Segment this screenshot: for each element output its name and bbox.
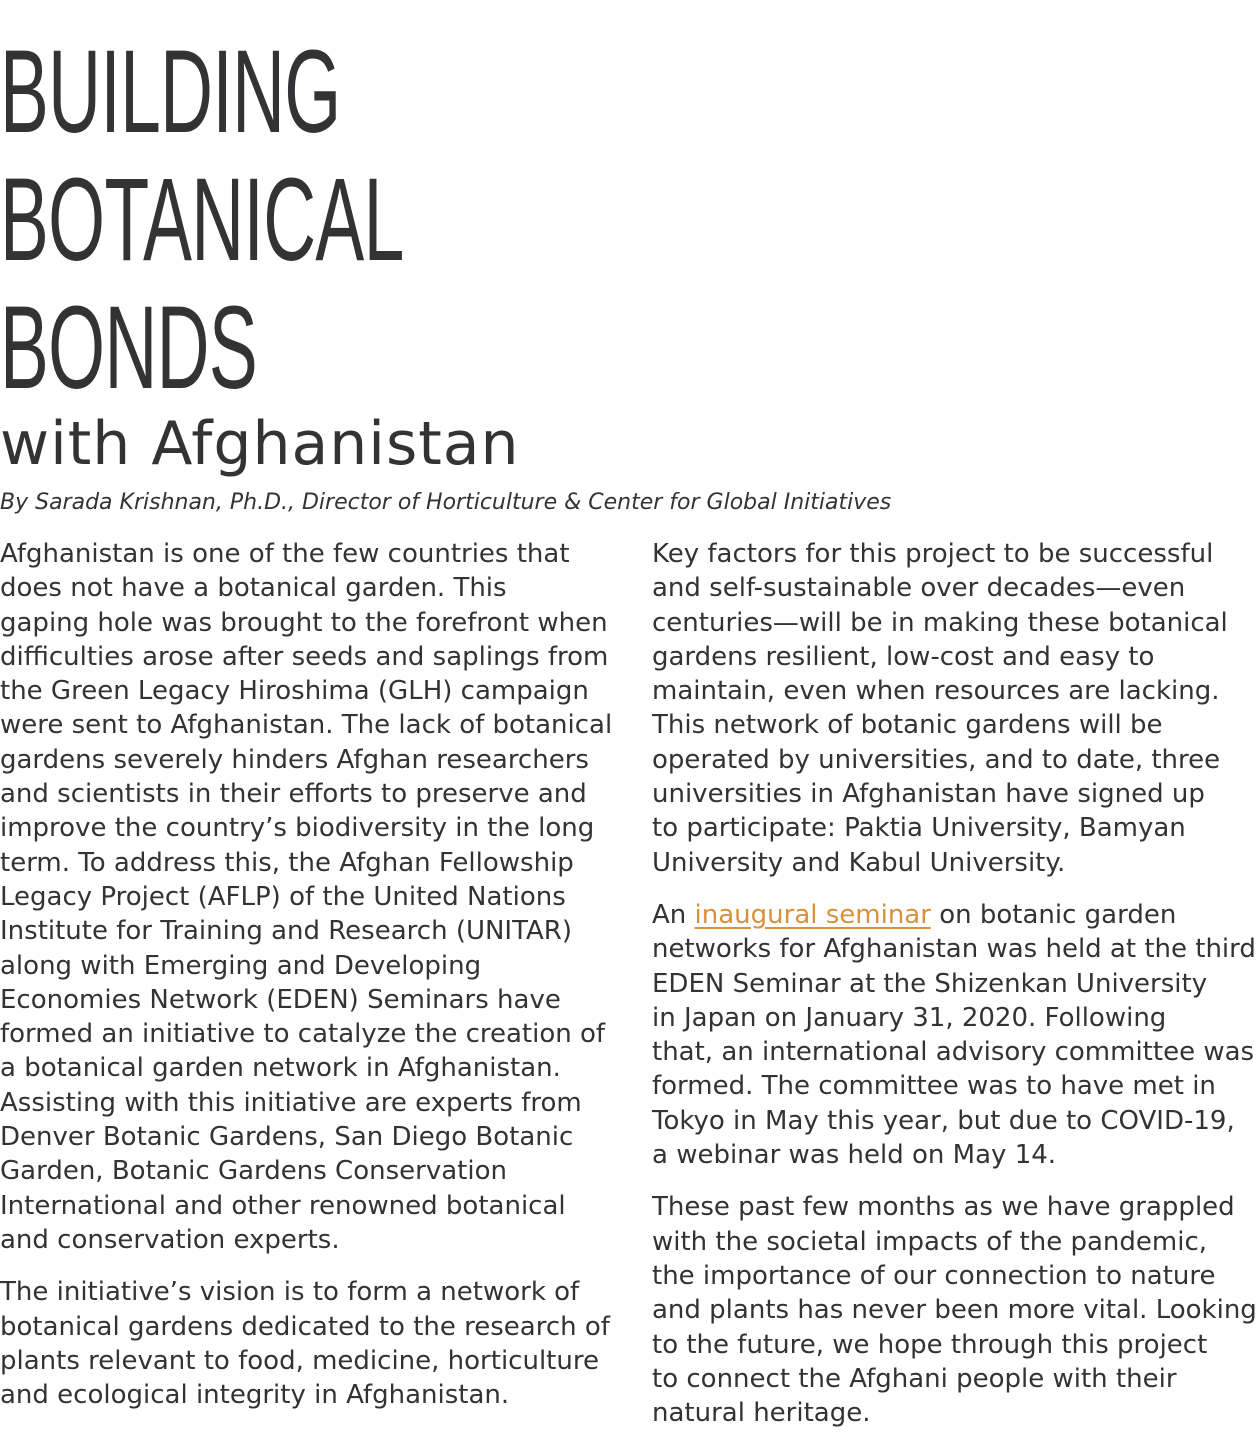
left-column [0,537,612,1430]
title-line: BUILDING [0,26,341,158]
text-line: and scientists in their efforts to preserve and [0,779,587,810]
text-line: and self-sustainable over decades—even [652,573,1186,604]
text-line: centuries—will be in making these botanical [652,607,1228,638]
text-line: along with Emerging and Developing [0,950,482,981]
text-line: These past few months as we have grappled [652,1192,1235,1223]
text-line: Assisting with this initiative are experts from [0,1087,582,1118]
text-line: were sent to Afghanistan. The lack of botanical [0,710,613,741]
text-fragment: An [652,899,695,930]
right-column [652,537,1256,1448]
text-line: Legacy Project (AFLP) of the United Nations [0,881,566,912]
text-line: to participate: Paktia University, Bamyan [652,813,1186,844]
inaugural-seminar-link[interactable]: inaugural seminar [694,899,931,930]
text-line: International and other renowned botanical [0,1190,566,1221]
text-line: the importance of our connection to nature [652,1260,1216,1291]
title-line: BOTANICAL [0,154,404,286]
text-line: EDEN Seminar at the Shizenkan University [652,968,1208,999]
text-line: a botanical garden network in Afghanistan. [0,1053,561,1084]
text-line: Institute for Training and Research (UNITAR) [0,916,572,947]
text-line: plants relevant to food, medicine, horticulture [0,1345,599,1376]
text-line: Economies Network (EDEN) Seminars have [0,984,561,1015]
text-line: The initiative’s vision is to form a network of [0,1277,580,1308]
text-line: does not have a botanical garden. This [0,573,507,604]
paragraph [0,537,612,1257]
text-line: to connect the Afghani people with their [652,1363,1177,1394]
text-line: a webinar was held on May 14. [652,1140,1057,1171]
text-line: with the societal impacts of the pandemic, [652,1226,1208,1257]
text-line: natural heritage. [652,1398,871,1429]
paragraph [652,537,1256,880]
text-fragment: on botanic garden [930,899,1177,930]
text-line: Garden, Botanic Gardens Conservation [0,1156,507,1187]
text-line: improve the country’s biodiversity in the long [0,813,595,844]
paragraph [0,1275,612,1412]
text-line: formed. The committee was to have met in [652,1071,1216,1102]
article-subtitle: with Afghanistan [0,409,520,479]
text-line: universities in Afghanistan have signed up [652,779,1205,810]
text-line: gardens severely hinders Afghan researchers [0,744,589,775]
text-line: gardens resilient, low-cost and easy to [652,641,1155,672]
text-line: University and Kabul University. [652,847,1066,878]
text-line: and ecological integrity in Afghanistan. [0,1380,510,1411]
text-line: and conservation experts. [0,1224,340,1255]
text-line: difficulties arose after seeds and saplings from [0,641,609,672]
text-line: and plants has never been more vital. Looking [652,1295,1257,1326]
text-line: the Green Legacy Hiroshima (GLH) campaign [0,676,589,707]
text-line: This network of botanic gardens will be [652,710,1163,741]
text-line: gaping hole was brought to the forefront when [0,607,608,638]
text-line [652,898,1256,932]
text-line: botanical gardens dedicated to the research of [0,1311,610,1342]
title-line: BONDS [0,282,258,414]
text-line: operated by universities, and to date, three [652,744,1221,775]
text-line: Afghanistan is one of the few countries that [0,539,570,569]
paragraph [652,1190,1256,1430]
article-title [0,28,651,412]
text-line: in Japan on January 31, 2020. Following [652,1002,1167,1033]
byline: By Sarada Krishnan, Ph.D., Director of Horticulture & Center for Global Initiatives [0,490,892,515]
text-line: Key factors for this project to be successful [652,539,1214,569]
text-line: that, an international advisory committee was [652,1037,1255,1068]
text-line: formed an initiative to catalyze the creation of [0,1019,606,1050]
paragraph [652,898,1256,1172]
text-line: to the future, we hope through this project [652,1329,1208,1360]
text-line: maintain, even when resources are lacking. [652,676,1220,707]
text-line: networks for Afghanistan was held at the third [652,934,1256,965]
text-line: Tokyo in May this year, but due to COVID-19, [652,1105,1235,1136]
text-line: term. To address this, the Afghan Fellowship [0,847,574,878]
text-line: Denver Botanic Gardens, San Diego Botanic [0,1122,574,1153]
